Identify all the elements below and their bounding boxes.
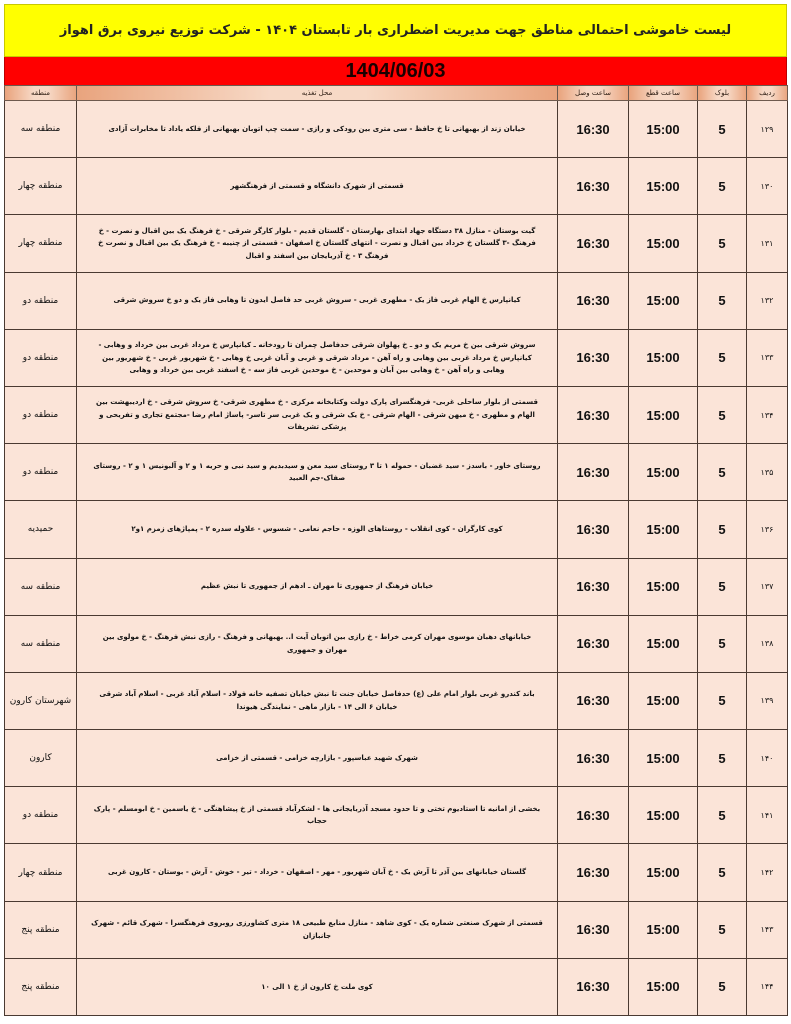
cell-block: 5 [698,329,747,386]
cell-block: 5 [698,272,747,329]
cell-cut-time: 15:00 [629,329,698,386]
cell-feed-location: قسمتی از بلوار ساحلی غربی- فرهنگسرای پارک دولت وکتابخانه مرکزی - خ مطهری شرقی- خ سروش شرقی - خ اردیبهشت بین الهام و مطهری - خ میهن شرقی - الهام شرقی - خ یک شرقی و یک غربی سر تاسر- پاساژ امام رضا -مجتمع تجاری و تفریحی و پزشکی تشریفات [77,386,558,443]
cell-feed-location: باند کندرو غربی بلوار امام علی (ع) حدفاصل خیابان جنت تا نبش خیابان تصفیه خانه فولاد - اسلام آباد غربی - اسلام آباد شرقی خیابان ۶ الی ۱۴ - بازار ماهی - نمایندگی هیوندا [77,672,558,729]
cell-row-number: ۱۴۲ [747,844,788,901]
table-row [5,958,788,1015]
cell-cut-time: 15:00 [629,615,698,672]
cell-region: منطقه پنج [5,958,77,1015]
cell-reconnect-time: 16:30 [558,787,629,844]
cell-block: 5 [698,386,747,443]
cell-feed-location: روستای خاور - باسدز - سید غضبان - حموله ۱ تا ۳ روستای سید معن و سیدبدیم و سید نبی و حریه ۱ و ۲ و آلبونیس ۱ و ۲ - روستای صفاک-جم العبید [77,444,558,501]
cell-region: منطقه چهار [5,844,77,901]
cell-reconnect-time: 16:30 [558,329,629,386]
cell-cut-time: 15:00 [629,215,698,272]
cell-region: منطقه دو [5,444,77,501]
cell-reconnect-time: 16:30 [558,672,629,729]
cell-cut-time: 15:00 [629,101,698,158]
cell-block: 5 [698,444,747,501]
header-block: بلوک [698,86,747,101]
cell-region: منطقه پنج [5,901,77,958]
document-title [4,4,787,57]
cell-cut-time: 15:00 [629,730,698,787]
cell-reconnect-time: 16:30 [558,158,629,215]
cell-feed-location: سروش شرقی بین خ مریم یک و دو ـ خ پهلوان شرقی حدفاصل چمران تا رودخانه ـ کیانپارس خ مرداد غربی بین خرداد و وهابی - کیانپارس خ مرداد غربی بین وهابی و راه آهن - مرداد شرقی و غربی و آبان غربی خ وهابی - خ شهریور غربی - خ شهریور بین وهابی و راه آهن - خ وهابی بین آبان و موحدین - خ موحدین غربی فاز سه - خ اسفند غربی بین خرداد و وهابی [77,329,558,386]
cell-region: منطقه دو [5,272,77,329]
cell-reconnect-time: 16:30 [558,101,629,158]
cell-block: 5 [698,558,747,615]
cell-region: منطقه دو [5,329,77,386]
cell-feed-location: کیانپارس خ الهام غربی فاز یک - مطهری غربی - سروش غربی حد فاصل ایدون تا وهابی فاز یک و دو خ سروش شرقی [77,272,558,329]
cell-row-number: ۱۴۰ [747,730,788,787]
table-row [5,444,788,501]
table-row [5,329,788,386]
table-row [5,787,788,844]
header-cut-time: ساعت قطع [629,86,698,101]
cell-row-number: ۱۳۹ [747,672,788,729]
cell-reconnect-time: 16:30 [558,444,629,501]
table-row [5,672,788,729]
cell-reconnect-time: 16:30 [558,558,629,615]
cell-row-number: ۱۳۷ [747,558,788,615]
cell-cut-time: 15:00 [629,672,698,729]
cell-feed-location: قسمتی از شهرک دانشگاه و قسمتی از فرهنگشهر [77,158,558,215]
cell-row-number: ۱۴۴ [747,958,788,1015]
date-banner [4,57,787,85]
table-row [5,558,788,615]
cell-row-number: ۱۳۳ [747,329,788,386]
table-row [5,272,788,329]
header-feed-location: محل تغذیه [77,86,558,101]
cell-feed-location: خیابان فرهنگ از جمهوری تا مهران ـ ادهم از جمهوری تا نبش عظیم [77,558,558,615]
cell-reconnect-time: 16:30 [558,272,629,329]
cell-block: 5 [698,901,747,958]
cell-row-number: ۱۳۶ [747,501,788,558]
cell-block: 5 [698,215,747,272]
cell-reconnect-time: 16:30 [558,730,629,787]
header-reconnect-time: ساعت وصل [558,86,629,101]
table-row [5,215,788,272]
cell-feed-location: قسمتی از شهرک صنعتی شماره یک - کوی شاهد - منازل منابع طبیعی ۱۸ متری کشاورزی روبروی فرهنگسرا - شهرک قائم - شهرک جانبازان [77,901,558,958]
cell-feed-location: خیابان زند از بهبهانی تا خ حافظ - سی متری بین رودکی و رازی - سمت چپ اتوبان بهبهانی از فلکه یاداد تا مخابرات آزادی [77,101,558,158]
cell-reconnect-time: 16:30 [558,501,629,558]
cell-region: حمیدیه [5,501,77,558]
cell-region: منطقه سه [5,558,77,615]
cell-region: شهرستان کارون [5,672,77,729]
cell-block: 5 [698,672,747,729]
table-row [5,158,788,215]
cell-region: منطقه سه [5,101,77,158]
cell-row-number: ۱۳۸ [747,615,788,672]
title-text: لیست خاموشی احتمالی مناطق جهت مدیریت اضطراری بار تابستان ۱۴۰۴ - شرکت توزیع نیروی برق اهواز [59,23,732,38]
cell-cut-time: 15:00 [629,558,698,615]
cell-region: منطقه چهار [5,158,77,215]
cell-cut-time: 15:00 [629,158,698,215]
cell-cut-time: 15:00 [629,787,698,844]
cell-feed-location: گلستان خیابانهای بین آذر تا آرش یک - خ آبان شهریور - مهر - اصفهان - خرداد - تیر - خوش - آرش - بوستان - کارون غربی [77,844,558,901]
outage-schedule-sheet [4,4,787,1016]
header-region: منطقه [5,86,77,101]
cell-feed-location: بخشی از امانیه تا استادیوم تختی و تا حدود مسجد آذربایجانی ها - لشکرآباد قسمتی از خ پیشاهنگی - خ یاسمین - خ ابومسلم - پارک حجاب [77,787,558,844]
table-header-row [5,86,788,101]
cell-cut-time: 15:00 [629,844,698,901]
table-row [5,501,788,558]
cell-region: منطقه سه [5,615,77,672]
cell-reconnect-time: 16:30 [558,386,629,443]
cell-block: 5 [698,158,747,215]
cell-row-number: ۱۳۰ [747,158,788,215]
cell-row-number: ۱۲۹ [747,101,788,158]
table-row [5,901,788,958]
cell-block: 5 [698,844,747,901]
cell-region: کارون [5,730,77,787]
cell-block: 5 [698,958,747,1015]
cell-row-number: ۱۴۱ [747,787,788,844]
cell-block: 5 [698,787,747,844]
cell-reconnect-time: 16:30 [558,615,629,672]
cell-cut-time: 15:00 [629,386,698,443]
cell-cut-time: 15:00 [629,501,698,558]
table-row [5,844,788,901]
cell-row-number: ۱۳۵ [747,444,788,501]
cell-reconnect-time: 16:30 [558,958,629,1015]
header-row-number: ردیف [747,86,788,101]
cell-cut-time: 15:00 [629,901,698,958]
cell-block: 5 [698,501,747,558]
cell-region: منطقه چهار [5,215,77,272]
cell-reconnect-time: 16:30 [558,844,629,901]
cell-reconnect-time: 16:30 [558,901,629,958]
cell-row-number: ۱۳۴ [747,386,788,443]
table-row [5,101,788,158]
cell-row-number: ۱۳۱ [747,215,788,272]
cell-feed-location: کوی کارگران - کوی انقلاب - روستاهای الوزه - حاجم نعامی - شسوس - علاوله سدره ۲ - پمپاژهای زمزم ۱و۲ [77,501,558,558]
cell-feed-location: خیابانهای دهبان موسوی مهران کرمی خراط - خ رازی بین اتوبان آیت ا.. بهبهانی و فرهنگ - رازی نبش فرهنگ - خ مولوی بین مهران و جمهوری [77,615,558,672]
cell-cut-time: 15:00 [629,958,698,1015]
cell-reconnect-time: 16:30 [558,215,629,272]
cell-cut-time: 15:00 [629,272,698,329]
cell-block: 5 [698,615,747,672]
cell-region: منطقه دو [5,787,77,844]
cell-row-number: ۱۳۲ [747,272,788,329]
table-row [5,386,788,443]
table-row [5,730,788,787]
cell-row-number: ۱۴۳ [747,901,788,958]
date-text: 1404/06/03 [345,59,446,82]
cell-feed-location: گیت بوستان - منازل ۳۸ دستگاه جهاد ابتدای بهارستان - گلستان قدیم - بلوار کارگر شرقی - خ فرهنگ یک بین اقبال و نصرت - خ فرهنگ -۳ گلستان خ خرداد بین اقبال و نصرت - انتهای گلستان خ اصفهان - قسمتی از چنیبه - خ فرهنگ یک بین اقبال و نصرت خ فرهنگ ۳ - خ آذربایجان بین اسفند و اقبال [77,215,558,272]
cell-cut-time: 15:00 [629,444,698,501]
table-row [5,615,788,672]
cell-region: منطقه دو [5,386,77,443]
outage-table [4,85,788,1016]
cell-block: 5 [698,101,747,158]
cell-feed-location: کوی ملت خ کارون از خ ۱ الی ۱۰ [77,958,558,1015]
table-body [5,101,788,1016]
cell-feed-location: شهرک شهید عباسپور - بازارچه خزامی - قسمتی از خزامی [77,730,558,787]
cell-block: 5 [698,730,747,787]
